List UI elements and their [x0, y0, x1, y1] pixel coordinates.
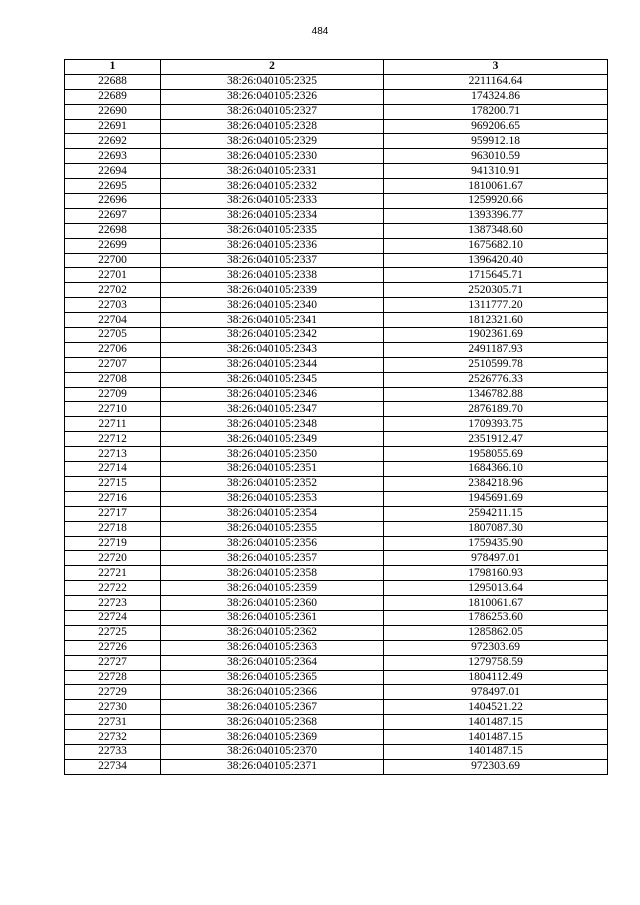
table-body	[65, 74, 608, 774]
table-row	[65, 104, 608, 119]
table-row	[65, 357, 608, 372]
table-row	[65, 476, 608, 491]
table-row	[65, 581, 608, 596]
cadastral-number-cell: 38:26:040105:2345	[161, 372, 384, 387]
value-cell: 2211164.64	[384, 74, 608, 89]
cadastral-number-cell: 38:26:040105:2325	[161, 74, 384, 89]
cadastral-number-cell: 38:26:040105:2335	[161, 223, 384, 238]
value-cell: 969206.65	[384, 119, 608, 134]
row-number-cell: 22731	[65, 715, 161, 730]
cadastral-number-cell: 38:26:040105:2341	[161, 313, 384, 328]
cadastral-number-cell: 38:26:040105:2369	[161, 730, 384, 745]
cadastral-number-cell: 38:26:040105:2340	[161, 298, 384, 313]
value-cell: 1902361.69	[384, 328, 608, 343]
table-row	[65, 685, 608, 700]
value-cell: 1393396.77	[384, 208, 608, 223]
cadastral-number-cell: 38:26:040105:2331	[161, 164, 384, 179]
table-row	[65, 640, 608, 655]
cadastral-number-cell: 38:26:040105:2362	[161, 625, 384, 640]
value-cell: 1709393.75	[384, 417, 608, 432]
row-number-cell: 22688	[65, 74, 161, 89]
page-number: 484	[311, 26, 329, 37]
table-row	[65, 89, 608, 104]
row-number-cell: 22719	[65, 536, 161, 551]
table-row	[65, 268, 608, 283]
table-row	[65, 402, 608, 417]
table-row	[65, 328, 608, 343]
value-cell: 1810061.67	[384, 596, 608, 611]
table-row	[65, 566, 608, 581]
value-cell: 1285862.05	[384, 625, 608, 640]
cadastral-number-cell: 38:26:040105:2357	[161, 551, 384, 566]
table-row	[65, 283, 608, 298]
row-number-cell: 22727	[65, 655, 161, 670]
value-cell: 1401487.15	[384, 715, 608, 730]
row-number-cell: 22729	[65, 685, 161, 700]
row-number-cell: 22698	[65, 223, 161, 238]
row-number-cell: 22726	[65, 640, 161, 655]
row-number-cell: 22705	[65, 328, 161, 343]
cadastral-number-cell: 38:26:040105:2326	[161, 89, 384, 104]
cadastral-number-cell: 38:26:040105:2360	[161, 596, 384, 611]
row-number-cell: 22715	[65, 476, 161, 491]
row-number-cell: 22707	[65, 357, 161, 372]
value-cell: 2594211.15	[384, 506, 608, 521]
row-number-cell: 22716	[65, 491, 161, 506]
table-row	[65, 134, 608, 149]
table-row	[65, 655, 608, 670]
cadastral-number-cell: 38:26:040105:2333	[161, 194, 384, 209]
row-number-cell: 22702	[65, 283, 161, 298]
value-cell: 1401487.15	[384, 744, 608, 759]
value-cell: 972303.69	[384, 759, 608, 774]
cadastral-number-cell: 38:26:040105:2342	[161, 328, 384, 343]
table-row	[65, 715, 608, 730]
cadastral-number-cell: 38:26:040105:2344	[161, 357, 384, 372]
value-cell: 1404521.22	[384, 700, 608, 715]
table-row	[65, 149, 608, 164]
cadastral-number-cell: 38:26:040105:2353	[161, 491, 384, 506]
column-header-3: 3	[384, 60, 608, 75]
table-row	[65, 744, 608, 759]
value-cell: 1387348.60	[384, 223, 608, 238]
cadastral-number-cell: 38:26:040105:2338	[161, 268, 384, 283]
cadastral-number-cell: 38:26:040105:2370	[161, 744, 384, 759]
value-cell: 1675682.10	[384, 238, 608, 253]
row-number-cell: 22733	[65, 744, 161, 759]
value-cell: 1279758.59	[384, 655, 608, 670]
value-cell: 2510599.78	[384, 357, 608, 372]
table-row	[65, 625, 608, 640]
row-number-cell: 22693	[65, 149, 161, 164]
cadastral-number-cell: 38:26:040105:2363	[161, 640, 384, 655]
value-cell: 2520305.71	[384, 283, 608, 298]
table-row	[65, 432, 608, 447]
table-row	[65, 521, 608, 536]
table-row	[65, 223, 608, 238]
row-number-cell: 22704	[65, 313, 161, 328]
table-row	[65, 74, 608, 89]
cadastral-number-cell: 38:26:040105:2361	[161, 610, 384, 625]
row-number-cell: 22699	[65, 238, 161, 253]
cadastral-number-cell: 38:26:040105:2350	[161, 447, 384, 462]
row-number-cell: 22709	[65, 387, 161, 402]
value-cell: 1945691.69	[384, 491, 608, 506]
table-row	[65, 610, 608, 625]
table-row	[65, 462, 608, 477]
value-cell: 978497.01	[384, 551, 608, 566]
cadastral-number-cell: 38:26:040105:2336	[161, 238, 384, 253]
table-row	[65, 194, 608, 209]
row-number-cell: 22696	[65, 194, 161, 209]
header-row	[65, 60, 608, 75]
table-row	[65, 670, 608, 685]
data-table	[64, 59, 608, 775]
table-row	[65, 298, 608, 313]
value-cell: 1259920.66	[384, 194, 608, 209]
table-row	[65, 238, 608, 253]
table-row	[65, 447, 608, 462]
table-row	[65, 179, 608, 194]
row-number-cell: 22723	[65, 596, 161, 611]
row-number-cell: 22701	[65, 268, 161, 283]
value-cell: 2351912.47	[384, 432, 608, 447]
row-number-cell: 22703	[65, 298, 161, 313]
cadastral-number-cell: 38:26:040105:2337	[161, 253, 384, 268]
value-cell: 1311777.20	[384, 298, 608, 313]
row-number-cell: 22711	[65, 417, 161, 432]
cadastral-number-cell: 38:26:040105:2371	[161, 759, 384, 774]
table-row	[65, 536, 608, 551]
table-header	[65, 60, 608, 75]
value-cell: 1346782.88	[384, 387, 608, 402]
cadastral-number-cell: 38:26:040105:2329	[161, 134, 384, 149]
row-number-cell: 22720	[65, 551, 161, 566]
row-number-cell: 22724	[65, 610, 161, 625]
table-row	[65, 551, 608, 566]
value-cell: 1715645.71	[384, 268, 608, 283]
value-cell: 2491187.93	[384, 342, 608, 357]
value-cell: 1804112.49	[384, 670, 608, 685]
cadastral-number-cell: 38:26:040105:2367	[161, 700, 384, 715]
cadastral-number-cell: 38:26:040105:2334	[161, 208, 384, 223]
row-number-cell: 22712	[65, 432, 161, 447]
value-cell: 959912.18	[384, 134, 608, 149]
table-row	[65, 387, 608, 402]
table-row	[65, 208, 608, 223]
cadastral-number-cell: 38:26:040105:2349	[161, 432, 384, 447]
cadastral-number-cell: 38:26:040105:2354	[161, 506, 384, 521]
cadastral-number-cell: 38:26:040105:2347	[161, 402, 384, 417]
cadastral-number-cell: 38:26:040105:2348	[161, 417, 384, 432]
row-number-cell: 22734	[65, 759, 161, 774]
row-number-cell: 22700	[65, 253, 161, 268]
row-number-cell: 22691	[65, 119, 161, 134]
table-row	[65, 759, 608, 774]
cadastral-number-cell: 38:26:040105:2356	[161, 536, 384, 551]
row-number-cell: 22708	[65, 372, 161, 387]
row-number-cell: 22728	[65, 670, 161, 685]
cadastral-number-cell: 38:26:040105:2358	[161, 566, 384, 581]
cadastral-number-cell: 38:26:040105:2330	[161, 149, 384, 164]
table-row	[65, 417, 608, 432]
row-number-cell: 22697	[65, 208, 161, 223]
row-number-cell: 22690	[65, 104, 161, 119]
row-number-cell: 22732	[65, 730, 161, 745]
value-cell: 1396420.40	[384, 253, 608, 268]
cadastral-number-cell: 38:26:040105:2346	[161, 387, 384, 402]
column-header-2: 2	[161, 60, 384, 75]
value-cell: 1812321.60	[384, 313, 608, 328]
value-cell: 963010.59	[384, 149, 608, 164]
cadastral-number-cell: 38:26:040105:2343	[161, 342, 384, 357]
row-number-cell: 22725	[65, 625, 161, 640]
row-number-cell: 22695	[65, 179, 161, 194]
row-number-cell: 22718	[65, 521, 161, 536]
row-number-cell: 22706	[65, 342, 161, 357]
table-row	[65, 596, 608, 611]
column-header-1: 1	[65, 60, 161, 75]
value-cell: 1798160.93	[384, 566, 608, 581]
row-number-cell: 22710	[65, 402, 161, 417]
row-number-cell: 22721	[65, 566, 161, 581]
cadastral-number-cell: 38:26:040105:2365	[161, 670, 384, 685]
cadastral-number-cell: 38:26:040105:2366	[161, 685, 384, 700]
row-number-cell: 22694	[65, 164, 161, 179]
table-row	[65, 342, 608, 357]
table-row	[65, 119, 608, 134]
row-number-cell: 22730	[65, 700, 161, 715]
value-cell: 1958055.69	[384, 447, 608, 462]
cadastral-number-cell: 38:26:040105:2364	[161, 655, 384, 670]
value-cell: 1684366.10	[384, 462, 608, 477]
cadastral-number-cell: 38:26:040105:2352	[161, 476, 384, 491]
table-row	[65, 491, 608, 506]
table-row	[65, 372, 608, 387]
cadastral-number-cell: 38:26:040105:2368	[161, 715, 384, 730]
value-cell: 1786253.60	[384, 610, 608, 625]
value-cell: 174324.86	[384, 89, 608, 104]
row-number-cell: 22689	[65, 89, 161, 104]
table-row	[65, 164, 608, 179]
table-row	[65, 253, 608, 268]
cadastral-number-cell: 38:26:040105:2359	[161, 581, 384, 596]
value-cell: 1807087.30	[384, 521, 608, 536]
value-cell: 941310.91	[384, 164, 608, 179]
row-number-cell: 22692	[65, 134, 161, 149]
cadastral-number-cell: 38:26:040105:2351	[161, 462, 384, 477]
cadastral-number-cell: 38:26:040105:2328	[161, 119, 384, 134]
table-row	[65, 506, 608, 521]
value-cell: 1295013.64	[384, 581, 608, 596]
table-row	[65, 700, 608, 715]
table-row	[65, 730, 608, 745]
row-number-cell: 22714	[65, 462, 161, 477]
value-cell: 178200.71	[384, 104, 608, 119]
value-cell: 1759435.90	[384, 536, 608, 551]
cadastral-number-cell: 38:26:040105:2332	[161, 179, 384, 194]
value-cell: 972303.69	[384, 640, 608, 655]
value-cell: 2876189.70	[384, 402, 608, 417]
row-number-cell: 22713	[65, 447, 161, 462]
value-cell: 978497.01	[384, 685, 608, 700]
row-number-cell: 22722	[65, 581, 161, 596]
value-cell: 1401487.15	[384, 730, 608, 745]
row-number-cell: 22717	[65, 506, 161, 521]
cadastral-number-cell: 38:26:040105:2355	[161, 521, 384, 536]
table-row	[65, 313, 608, 328]
cadastral-number-cell: 38:26:040105:2339	[161, 283, 384, 298]
value-cell: 1810061.67	[384, 179, 608, 194]
value-cell: 2526776.33	[384, 372, 608, 387]
cadastral-number-cell: 38:26:040105:2327	[161, 104, 384, 119]
value-cell: 2384218.96	[384, 476, 608, 491]
